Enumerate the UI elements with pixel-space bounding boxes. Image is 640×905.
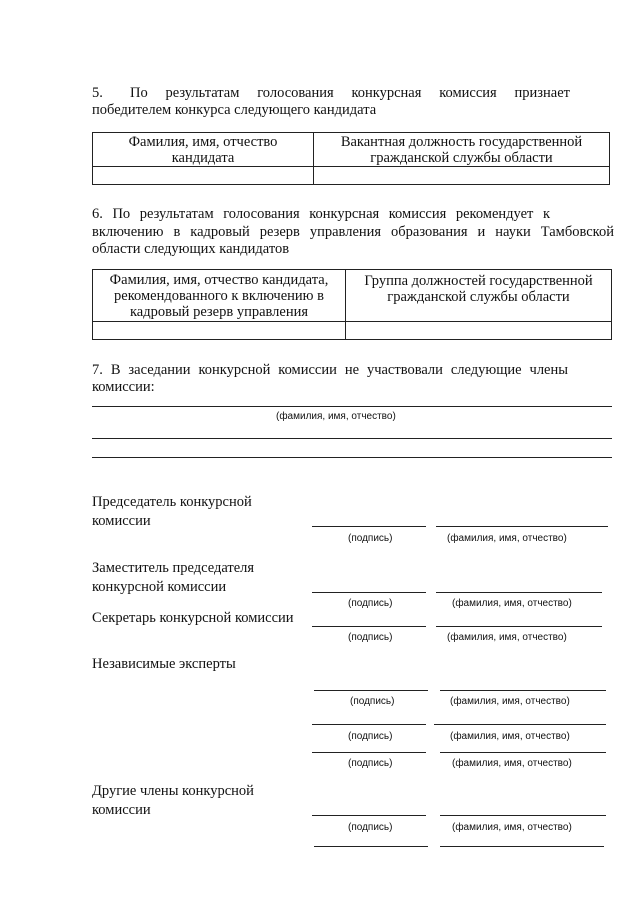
section5-number: 5.	[92, 85, 103, 101]
reserve-table-cell	[93, 322, 346, 340]
absent-members-caption: (фамилия, имя, отчество)	[276, 411, 396, 422]
section6-text-line2: включению в кадровый резерв управления образования и науки Тамбовской	[92, 224, 614, 240]
absent-members-line[interactable]	[92, 438, 612, 439]
secretary-signature-line[interactable]	[312, 626, 426, 627]
winner-table	[92, 132, 610, 185]
expert1-signature-caption: (подпись)	[350, 696, 395, 707]
others-name-line[interactable]	[440, 846, 604, 847]
reserve-table-header-group: Группа должностей государственной гражданской службы области	[346, 270, 612, 322]
chairman-signature-caption: (подпись)	[348, 533, 393, 544]
chairman-name-caption: (фамилия, имя, отчество)	[447, 533, 567, 544]
table-row	[93, 167, 610, 185]
reserve-table	[92, 269, 612, 340]
secretary-label: Секретарь конкурсной комиссии	[92, 610, 294, 626]
expert3-name-line[interactable]	[440, 752, 606, 753]
expert3-signature-caption: (подпись)	[348, 758, 393, 769]
chairman-signature-line[interactable]	[312, 526, 426, 527]
reserve-table-cell	[346, 322, 612, 340]
section6-text-line3: области следующих кандидатов	[92, 241, 290, 257]
deputy-name-line[interactable]	[436, 592, 602, 593]
expert3-name-caption: (фамилия, имя, отчество)	[452, 758, 572, 769]
expert1-name-line[interactable]	[440, 690, 606, 691]
expert1-signature-line[interactable]	[314, 690, 428, 691]
expert1-name-caption: (фамилия, имя, отчество)	[450, 696, 570, 707]
winner-table-cell	[93, 167, 314, 185]
deputy-label: Заместитель председателя конкурсной комиссии	[92, 560, 255, 595]
others-label: Другие члены конкурсной комиссии	[92, 783, 254, 818]
deputy-name-caption: (фамилия, имя, отчество)	[452, 598, 572, 609]
others-name-caption: (фамилия, имя, отчество)	[452, 822, 572, 833]
deputy-signature-line[interactable]	[312, 592, 426, 593]
expert2-name-caption: (фамилия, имя, отчество)	[450, 731, 570, 742]
section5-text-line1: По результатам голосования конкурсная комиссия признает	[130, 85, 570, 101]
experts-label: Независимые эксперты	[92, 656, 236, 672]
others-signature-caption: (подпись)	[348, 822, 393, 833]
expert2-name-line[interactable]	[434, 724, 606, 725]
expert2-signature-caption: (подпись)	[348, 731, 393, 742]
expert3-signature-line[interactable]	[312, 752, 426, 753]
section7-text-line2: комиссии:	[92, 379, 155, 395]
deputy-signature-caption: (подпись)	[348, 598, 393, 609]
expert2-signature-line[interactable]	[312, 724, 426, 725]
secretary-signature-caption: (подпись)	[348, 632, 393, 643]
others-signature-line[interactable]	[312, 815, 426, 816]
secretary-name-line[interactable]	[436, 626, 602, 627]
chairman-name-line[interactable]	[436, 526, 608, 527]
reserve-table-header-name: Фамилия, имя, отчество кандидата, рекомендованного к включению в кадровый резерв управления	[93, 270, 346, 322]
others-name-line[interactable]	[440, 815, 606, 816]
winner-table-header-name: Фамилия, имя, отчество кандидата	[93, 133, 314, 167]
secretary-name-caption: (фамилия, имя, отчество)	[447, 632, 567, 643]
section7-text-line1: 7. В заседании конкурсной комиссии не участвовали следующие члены	[92, 362, 568, 378]
winner-table-header-position: Вакантная должность государственной гражданской службы области	[314, 133, 610, 167]
absent-members-line[interactable]	[92, 406, 612, 407]
section6-text-line1: 6. По результатам голосования конкурсная комиссия рекомендует к	[92, 206, 550, 222]
chairman-label: Председатель конкурсной комиссии	[92, 494, 252, 529]
absent-members-line[interactable]	[92, 457, 612, 458]
section5-text-line2: победителем конкурса следующего кандидата	[92, 102, 377, 118]
others-signature-line[interactable]	[314, 846, 428, 847]
winner-table-cell	[314, 167, 610, 185]
table-row	[93, 322, 612, 340]
